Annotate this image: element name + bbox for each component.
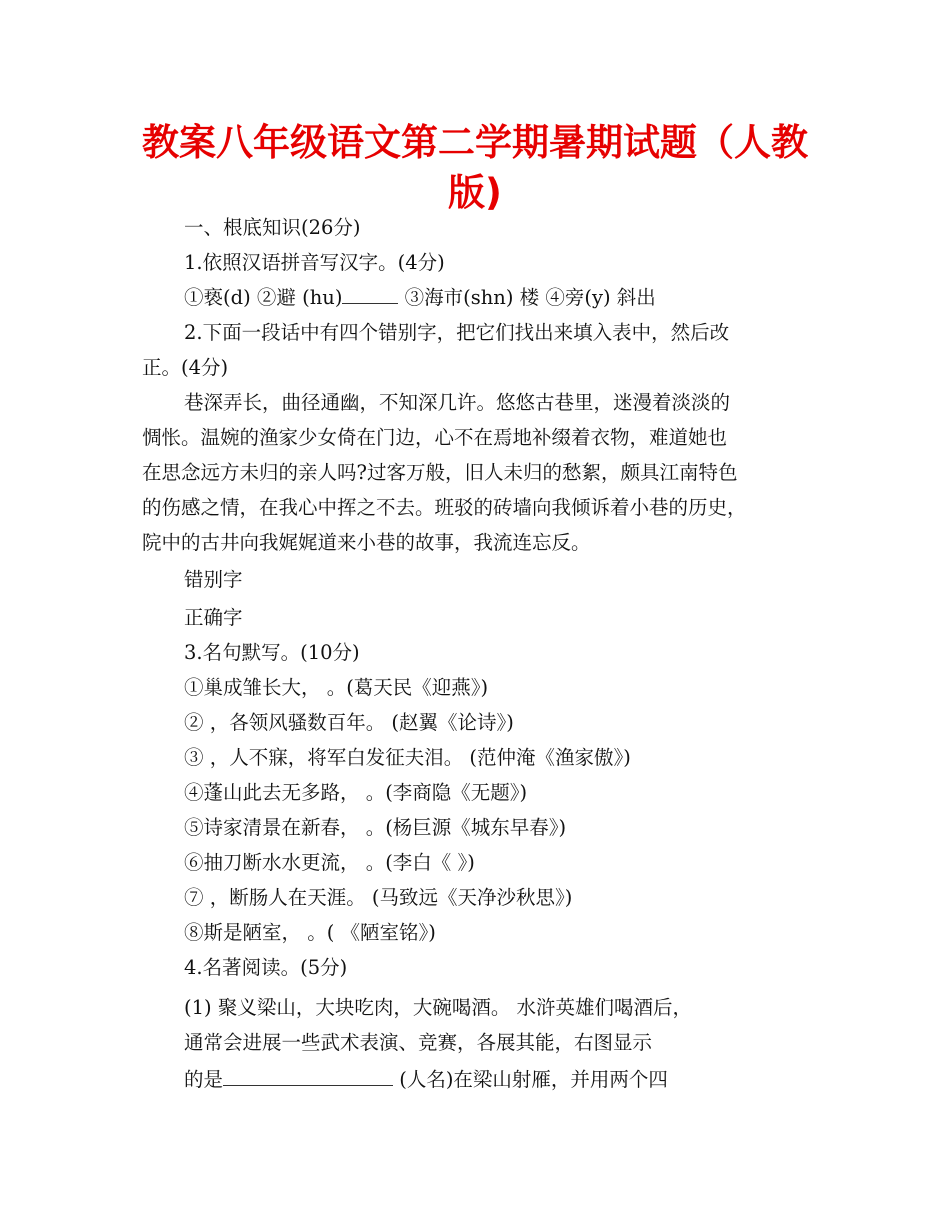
quote-item-2: ② ，各领风骚数百年。 (赵翼《论诗》)	[184, 711, 514, 734]
quote-item-1: ①巢成雏长大， 。(葛天民《迎燕》)	[184, 676, 489, 699]
passage-line-2: 惆怅。温婉的渔家少女倚在门边，心不在焉地补缀着衣物，难道她也	[142, 426, 728, 449]
passage-line-4: 的伤感之情，在我心中挥之不去。班驳的砖墙向我倾诉着小巷的历史，	[142, 496, 747, 519]
question-4-part-1-line-1: (1) 聚义梁山，大块吃肉，大碗喝酒。 水浒英雄们喝酒后，	[184, 996, 693, 1019]
question-4-prompt: 4.名著阅读。(5分)	[184, 956, 348, 979]
question-4-part-1-line-2: 通常会进展一些武术表演、竞赛，各展其能，右图显示	[184, 1031, 653, 1054]
question-1-prompt: 1.依照汉语拼音写汉字。(4分)	[184, 251, 445, 274]
question-2-prompt: 2.下面一段话中有四个错别字，把它们找出来填入表中，然后改	[184, 321, 730, 344]
title-line-2: 版)	[448, 171, 502, 214]
question-1-items-part-b: ③海市(shn) 楼 ④旁(y) 斜出	[398, 286, 656, 309]
question-2-prompt-cont: 正。(4分)	[142, 356, 229, 379]
question-3-prompt: 3.名句默写。(10分)	[184, 641, 360, 664]
question-1-items	[184, 280, 656, 315]
title-line-1: 教案八年级语文第二学期暑期试题（人教	[142, 121, 808, 164]
quote-item-5: ⑤诗家清景在新春， 。(杨巨源《城东早春》)	[184, 816, 567, 839]
quote-item-4: ④蓬山此去无多路， 。(李商隐《无题》)	[184, 781, 528, 804]
quote-item-8: ⑧斯是陋室， 。( 《陋室铭》)	[184, 921, 436, 944]
question-1-items-part-a: ①亵(d) ②避 (hu)	[184, 286, 343, 309]
page-title	[120, 118, 830, 218]
table-label-correct: 正确字	[184, 606, 243, 629]
table-label-wrong: 错别字	[184, 568, 243, 591]
quote-item-3: ③ ，人不寐，将军白发征夫泪。 (范仲淹《渔家傲》)	[184, 746, 631, 769]
answer-blank	[342, 283, 398, 304]
section-heading-basics: 一、根底知识(26分)	[184, 216, 361, 239]
quote-item-7: ⑦ ，断肠人在天涯。 (马致远《天净沙秋思》)	[184, 886, 573, 909]
passage-line-1: 巷深弄长，曲径通幽，不知深几许。悠悠古巷里，迷漫着淡淡的	[184, 391, 731, 414]
answer-blank-name	[223, 1065, 393, 1086]
question-4-part-1-line-3	[184, 1062, 668, 1097]
passage-line-5: 院中的古井向我娓娓道来小巷的故事，我流连忘反。	[142, 531, 591, 554]
question-4-part-1-line-3-b: (人名)在梁山射雁，并用两个四	[393, 1068, 668, 1091]
question-4-part-1-line-3-a: 的是	[184, 1068, 224, 1091]
quote-item-6: ⑥抽刀断水水更流， 。(李白《 》)	[184, 851, 475, 874]
passage-line-3: 在思念远方未归的亲人吗?过客万般，旧人未归的愁絮，颇具江南特色	[142, 461, 738, 484]
